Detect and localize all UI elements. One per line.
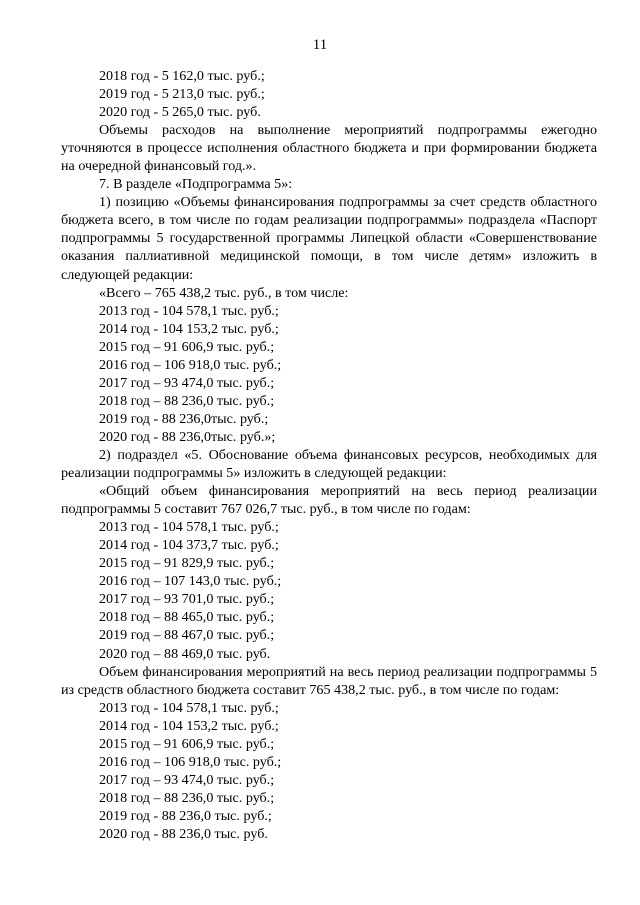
paragraph: 2020 год - 88 236,0 тыс. руб. — [99, 825, 268, 842]
paragraph: 2017 год – 93 474,0 тыс. руб.; — [99, 771, 275, 788]
paragraph: 2016 год – 107 143,0 тыс. руб.; — [99, 573, 282, 590]
paragraph: 2016 год – 106 918,0 тыс. руб.; — [99, 356, 282, 373]
paragraph: 2019 год – 88 467,0 тыс. руб.; — [99, 627, 275, 644]
paragraph: 2014 год - 104 373,7 тыс. руб.; — [99, 537, 279, 554]
paragraph: 2015 год – 91 829,9 тыс. руб.; — [99, 555, 275, 572]
paragraph: 2018 год – 88 465,0 тыс. руб.; — [99, 609, 275, 626]
paragraph: 2013 год - 104 578,1 тыс. руб.; — [99, 302, 279, 319]
document-body — [61, 67, 597, 843]
paragraph: 2018 год – 88 236,0 тыс. руб.; — [99, 789, 275, 806]
paragraph: «Общий объем финансирования мероприятий на весь период реализации подпрограммы 5 составит 767 026,7 тыс. руб., в том числе по годам: — [61, 483, 597, 518]
paragraph: Объем финансирования мероприятий на весь период реализации подпрограммы 5 из средств областного бюджета составит 765 438,2 тыс. руб., в том числе по годам: — [61, 663, 597, 698]
paragraph: 2013 год - 104 578,1 тыс. руб.; — [99, 519, 279, 536]
paragraph: 2) подраздел «5. Обоснование объема финансовых ресурсов, необходимых для реализации подпрограммы 5» изложить в следующей редакции: — [61, 446, 597, 482]
paragraph: 2014 год - 104 153,2 тыс. руб.; — [99, 717, 279, 734]
paragraph: 2014 год - 104 153,2 тыс. руб.; — [99, 320, 279, 337]
paragraph: 7. В разделе «Подпрограмма 5»: — [99, 176, 293, 193]
paragraph: 2018 год - 5 162,0 тыс. руб.; — [99, 68, 265, 84]
paragraph: 2019 год - 5 213,0 тыс. руб.; — [99, 86, 265, 103]
paragraph: 2013 год - 104 578,1 тыс. руб.; — [99, 699, 279, 716]
page-number: 11 — [312, 37, 328, 53]
paragraph: 2017 год – 93 701,0 тыс. руб.; — [99, 591, 275, 608]
paragraph: 1) позицию «Объемы финансирования подпрограммы за счет средств областного бюджета всего, в том числе по годам реализации подпрограммы» подраздела «Паспорт подпрограммы 5 государственной программы Липецкой области «Совершенствование оказания паллиативной медицинской помощи, в том числе детям» изложить в следующей редакции: — [61, 194, 597, 283]
paragraph: 2020 год - 88 236,0тыс. руб.»; — [99, 428, 276, 445]
paragraph: 2020 год – 88 469,0 тыс. руб. — [99, 645, 271, 662]
paragraph: 2019 год - 88 236,0тыс. руб.; — [99, 410, 269, 427]
paragraph: 2018 год – 88 236,0 тыс. руб.; — [99, 392, 275, 409]
paragraph: 2015 год – 91 606,9 тыс. руб.; — [99, 735, 275, 752]
paragraph: Объемы расходов на выполнение мероприятий подпрограммы ежегодно уточняются в процессе исполнения областного бюджета и при формировании бюджета на очередной финансовый год.». — [61, 122, 597, 175]
paragraph: «Всего – 765 438,2 тыс. руб., в том числе: — [99, 284, 349, 301]
paragraph: 2019 год - 88 236,0 тыс. руб.; — [99, 807, 272, 824]
paragraph: 2016 год – 106 918,0 тыс. руб.; — [99, 753, 282, 770]
paragraph: 2020 год - 5 265,0 тыс. руб. — [99, 104, 261, 121]
paragraph: 2015 год – 91 606,9 тыс. руб.; — [99, 338, 275, 355]
paragraph: 2017 год – 93 474,0 тыс. руб.; — [99, 374, 275, 391]
